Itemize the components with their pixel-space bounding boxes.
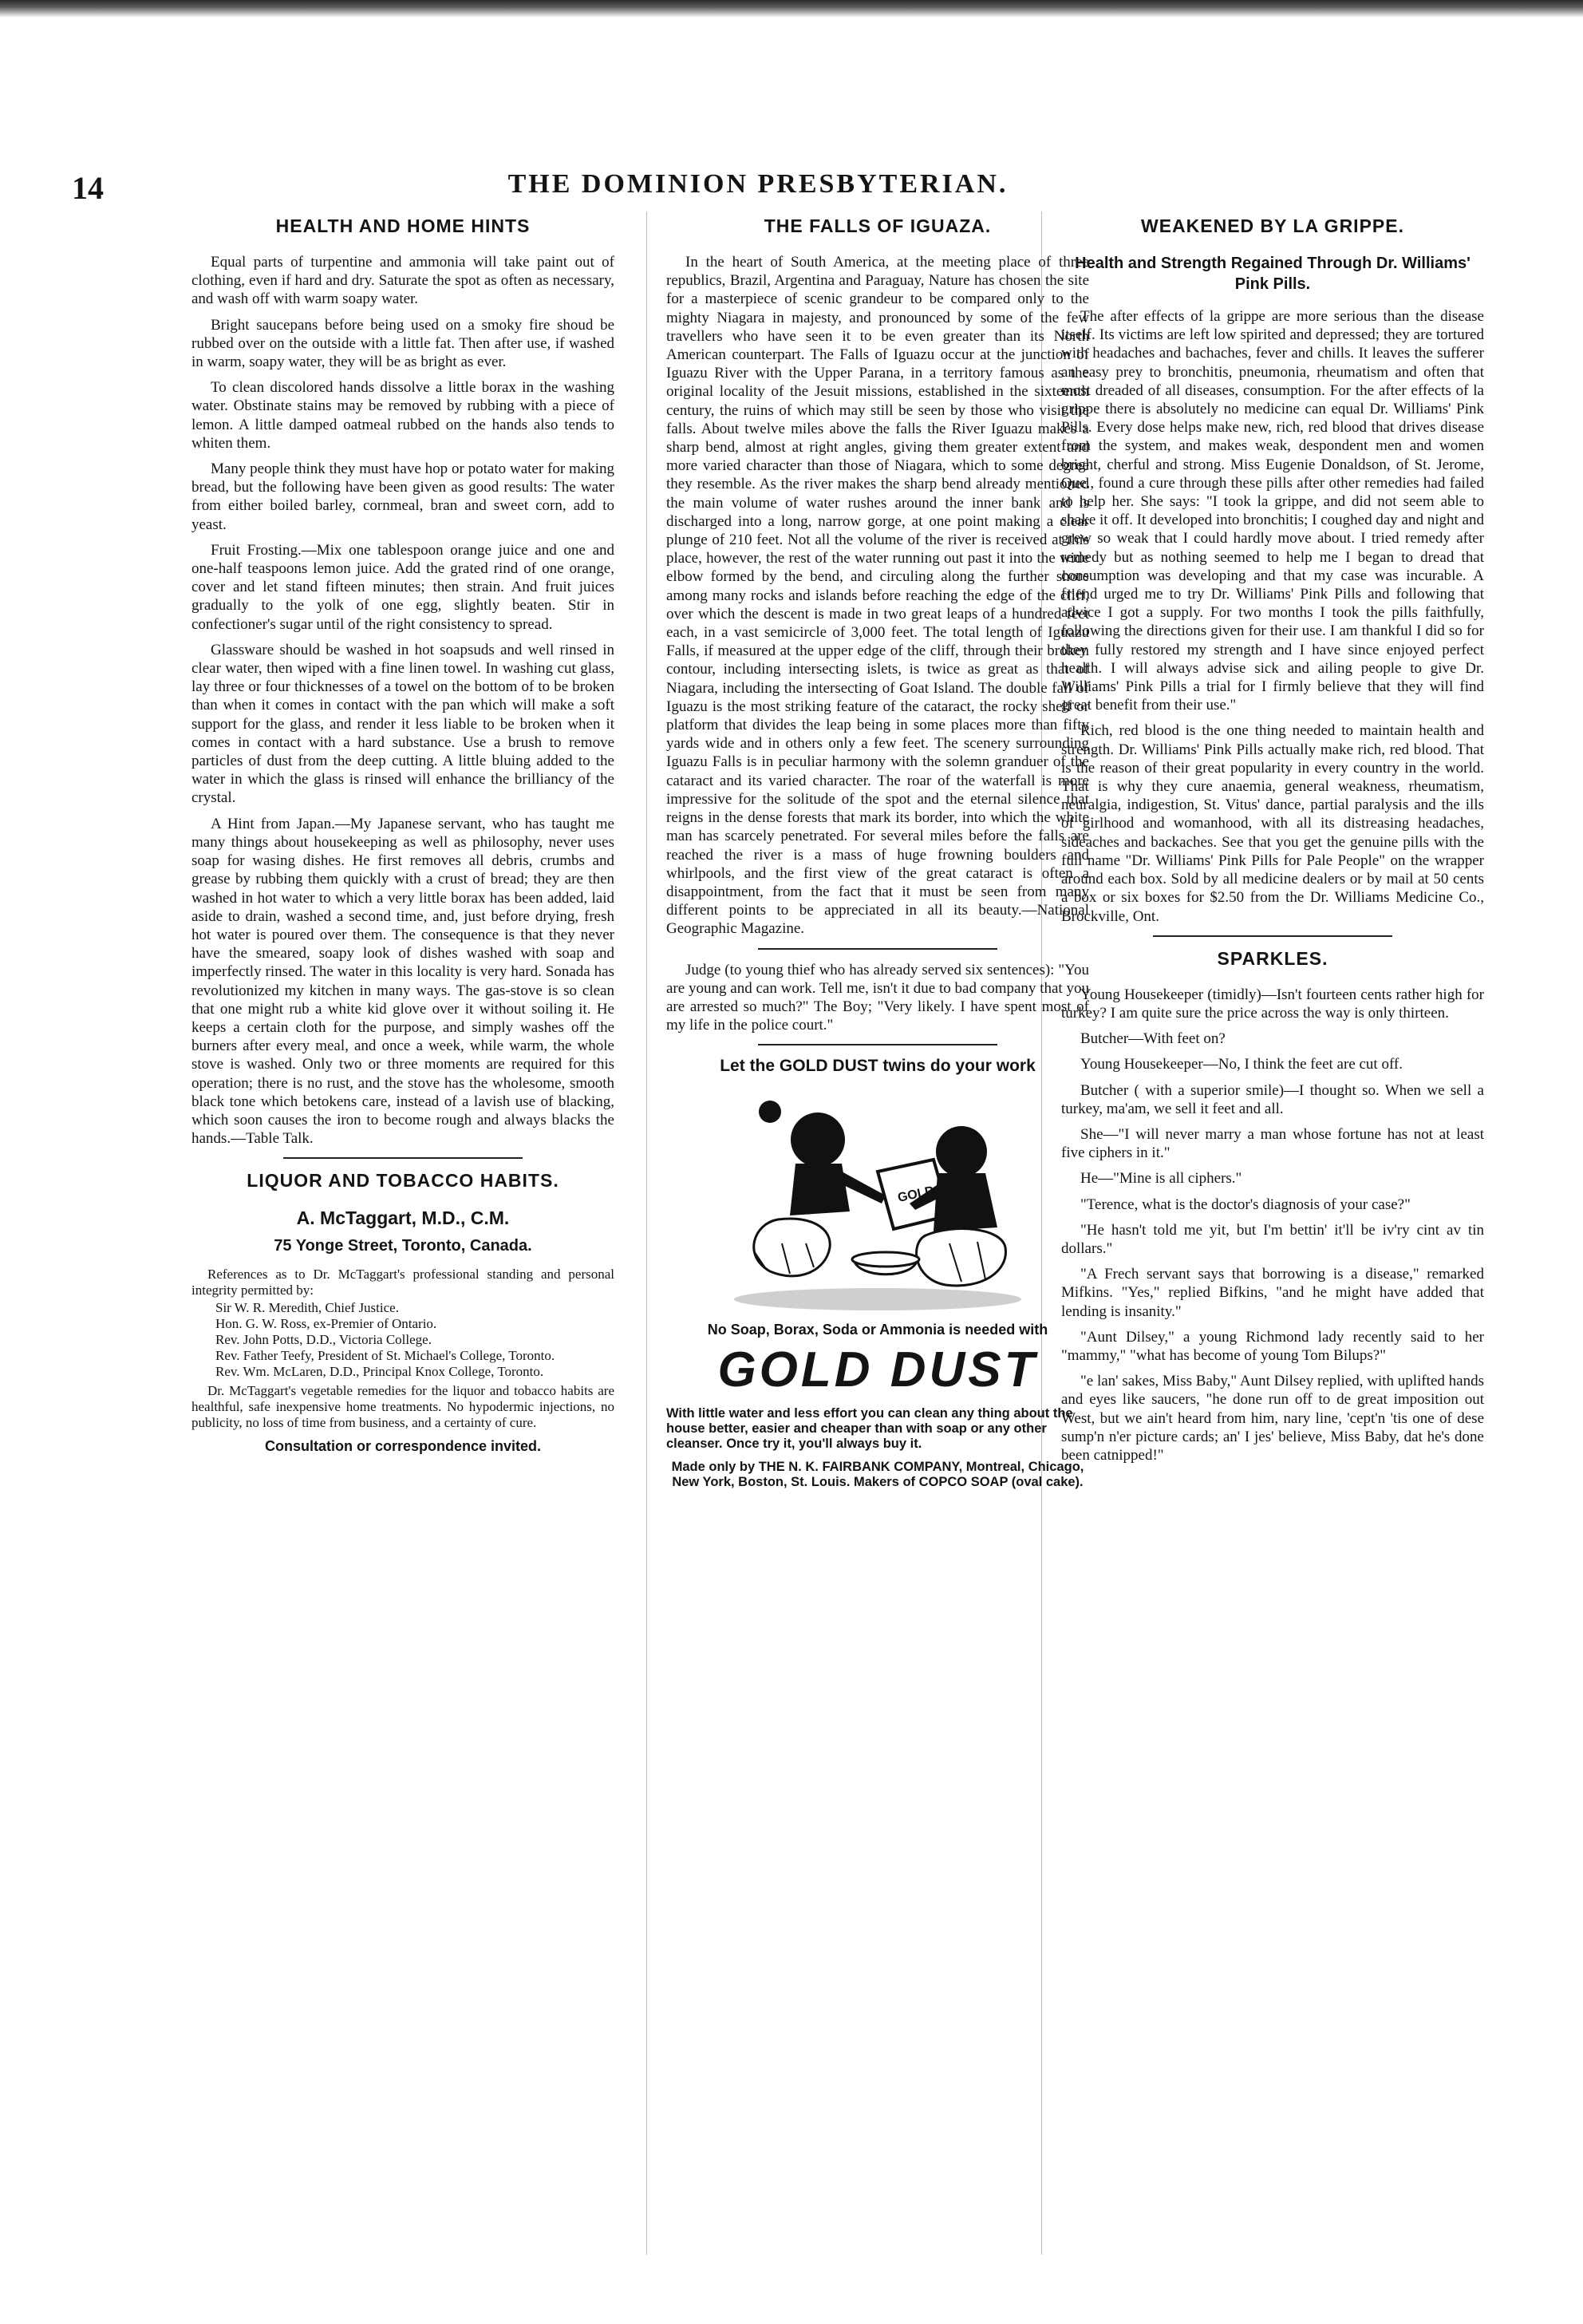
reference-item: Hon. G. W. Ross, ex-Premier of Ontario.	[215, 1316, 437, 1332]
sparkles-paragraph: "He hasn't told me yit, but I'm bettin' it'll be iv'ry cint av tin dollars."	[1061, 1221, 1484, 1257]
no-soap-line: No Soap, Borax, Soda or Ammonia is needed with	[707, 1322, 1048, 1338]
sparkles-title: SPARKLES.	[1217, 947, 1328, 969]
reference-item: Rev. Wm. McLaren, D.D., Principal Knox College, Toronto.	[215, 1364, 544, 1380]
grippe-paragraph: The after effects of la grippe are more serious than the disease itself. Its victims are left low spirited and depressed; they are tortured with headaches and bachaches, fever and chills. It leaves the sufferer an easy prey to bronchitis, pneumonia, rheumatism and often that most dreaded of all diseases, consumption. For the after effects of la grippe there is absolutely no medicine can equal Dr. Williams' Pink Pills. Every dose helps make new, rich, red blood that drives disease from the system, and makes weak, despondent men and women bright, cherful and strong. Miss Eugenie Donaldson, of St. Jerome, Que., found a cure through these pills after other remedies had failed to help her. She says: "I took la grippe, and did not seem able to shake it off. It developed into bronchitis; I coughed day and night and grew so weak that I could hardly move about. I tried remedy after remedy but as nothing seemed to help me I began to dread that consumption was developing and that my case was incurable. A friend urged me to try Dr. Williams' Pink Pills and following that advice I got a supply. For two months I took the pills faithfully, following the directions given for their use. I am thankful I did so for they fully restored my strength and I have since enjoyed perfect health. I will always advise sick and ailing people to give Dr. Williams' Pink Pills a trial for I firmly believe that they will find great benefit from their use."	[1061, 308, 1484, 714]
judge-paragraph: Judge (to young thief who has already served six sentences): "You are young and can work. Tell me, isn't it due to bad company that you are arrested so much?" The Boy; "Very likely. I have spent most of my life in the police court."	[666, 961, 1089, 1034]
health-paragraph: Bright saucepans before being used on a smoky fire shoud be rubbed over on the outside with a little fat. Then after use, if washed in warm, soapy water, they will be as bright as ever.	[191, 316, 614, 371]
masthead	[72, 168, 1444, 208]
gold-dust-brand: GOLD DUST	[717, 1342, 1038, 1398]
gold-dust-twins-illustration	[722, 1084, 1033, 1315]
sparkles-paragraph: He—"Mine is all ciphers."	[1080, 1170, 1242, 1188]
section-rule	[283, 1157, 523, 1159]
health-paragraph: A Hint from Japan.—My Japanese servant, who has taught me many things about housekeeping as well as philosophy, never uses soap for wasing dishes. He first removes all debris, crumbs and grease by rubbing them quickly with a crust of bread; they are then washed in hot water to which a very little borax has been added, laid aside to drain, washed a second time, and, just before drying, fresh hot water is poured over them. The consequence is that they never have the smeared, soapy look of dishes washed with soap and imperfectly rinsed. The water in this locality is very hard. Sonada has revolutionized my kitchen in many ways. The gas-stove is so clean that one might rub a white kid glove over it without soiling it. He keeps a certain cloth for the purpose, and simply washes off the burners after every meal, and once a week, while warm, the whole stove is washed. Only two or three moments are required for this operation; there is no rust, and the stove has the wholesome, smooth black tone which betokens care, instead of a lavish use of blacking, which soon causes the iron to become rough and always blacks the hands.—Table Talk.	[191, 815, 614, 1148]
paper-title: THE DOMINION PRESBYTERIAN.	[507, 169, 1009, 199]
references-list	[215, 1300, 614, 1380]
grippe-subtitle: Health and Strength Regained Through Dr. Williams' Pink Pills.	[1075, 255, 1470, 293]
remedies-text: Dr. McTaggart's vegetable remedies for the liquor and tobacco habits are healthful, safe inexpensive home treatments. No hypodermic injections, no publicity, no loss of time from business, and a certainty of cure.	[191, 1383, 614, 1431]
sparkles-paragraph: "Aunt Dilsey," a young Richmond lady recently said to her "mammy," "what has become of young Tom Bilups?"	[1061, 1328, 1484, 1364]
section-rule	[758, 948, 997, 950]
section-rule	[758, 1044, 997, 1045]
gold-dust-box-label: GOLD	[896, 1184, 936, 1206]
falls-title: THE FALLS OF IGUAZA.	[764, 215, 992, 236]
health-paragraph: Many people think they must have hop or potato water for making bread, but the following have been given as good results: The water from either boiled barley, cornmeal, bran and sweet corn, add to yeast.	[191, 460, 614, 533]
doctor-address: 75 Yonge Street, Toronto, Canada.	[274, 1237, 532, 1255]
sparkles-paragraph: Butcher—With feet on?	[1080, 1030, 1226, 1048]
health-paragraph: Equal parts of turpentine and ammonia will take paint out of clothing, even if hard and dry. Saturate the spot as often as necessary, and wash off with warm soapy water.	[191, 254, 614, 308]
column-left	[191, 215, 614, 1455]
reference-item: Rev. Father Teefy, President of St. Michael's College, Toronto.	[215, 1348, 555, 1364]
page-number: 14	[72, 170, 104, 206]
sparkles-paragraph: "e lan' sakes, Miss Baby," Aunt Dilsey replied, with uplifted hands and eyes like saucers, "he done run off to de great imposition out West, but we ain't heard from him, nary line, 'cept'n 'tis one of dese sump'n n'er picture cards; an' I jes' believe, Miss Baby, dat he's done been catnipped!"	[1061, 1373, 1484, 1464]
column-right	[1061, 215, 1484, 1472]
sparkles-paragraph: "A Frech servant says that borrowing is a disease," remarked Mifkins. "Yes," replied Bifkins, "and he might have added that lending is insanity."	[1061, 1266, 1484, 1320]
grippe-paragraph: Rich, red blood is the one thing needed to maintain health and strength. Dr. Williams' Pink Pills actually make rich, red blood. That is the reason of their great popularity in every country in the world. That is why they cure anaemia, general weakness, rheumatism, neuralgia, indigestion, St. Vitus' dance, partial paralysis and the ills of girlhood and womanhood, with all its distreasing headaches, sideaches and backaches. See that you get the genuine pills with the full name "Dr. Williams' Pink Pills for Pale People" on the wrapper around each box. Sold by all medicine dealers or by mail at 50 cents a box or six boxes for $2.50 from the Dr. Williams Medicine Co., Brockville, Ont.	[1061, 722, 1484, 925]
health-paragraph: Glassware should be washed in hot soapsuds and well rinsed in clear water, then wiped with a fine linen towel. In washing cut glass, lay three or four thicknesses of a towel on the bottom of to be broken than when it comes in contact with the pan which will make a soft support for the glass, and render it less liable to be broken when it comes in contact with a hard substance. Use a brush to remove particles of dust from the deep cutting. A little bluing added to the water in which the glass is rinsed will enhance the brilliancy of the crystal.	[191, 641, 614, 807]
gold-dust-ad	[666, 1057, 1089, 1490]
health-paragraph: Fruit Frosting.—Mix one tablespoon orange juice and one and one-half teaspoons lemon juice. Add the grated rind of one orange, cover and let stand fifteen minutes; then strain. And fruit juices gradually to the yolk of one egg, slightly beaten. Stir in confectioner's sugar until of the right consistency to spread.	[191, 541, 614, 633]
sparkles-paragraph: Young Housekeeper (timidly)—Isn't fourteen cents rather high for turkey? I am quite sure the price across the way is only thirteen.	[1061, 986, 1484, 1022]
sparkles-paragraph: "Terence, what is the doctor's diagnosis of your case?"	[1080, 1196, 1411, 1213]
health-title: HEALTH AND HOME HINTS	[275, 215, 531, 236]
liquor-ad-title: LIQUOR AND TOBACCO HABITS.	[247, 1170, 559, 1192]
consultation-footer: Consultation or correspondence invited.	[264, 1438, 542, 1455]
section-rule	[1153, 935, 1392, 937]
gold-dust-maker: Made only by THE N. K. FAIRBANK COMPANY, Montreal, Chicago, New York, Boston, St. Louis. Makers of COPCO SOAP (oval cake).	[671, 1460, 1084, 1490]
sparkles-paragraph: Young Housekeeper—No, I think the feet are cut off.	[1080, 1056, 1403, 1073]
doctor-name: A. McTaggart, M.D., C.M.	[296, 1207, 510, 1229]
sparkles-paragraph: Butcher ( with a superior smile)—I thought so. When we sell a turkey, ma'am, we sell it feet and all.	[1061, 1081, 1484, 1117]
references-intro: References as to Dr. McTaggart's professional standing and personal integrity permitted by:	[191, 1267, 614, 1298]
reference-item: Sir W. R. Meredith, Chief Justice.	[215, 1300, 399, 1316]
reference-item: Rev. John Potts, D.D., Victoria College.	[215, 1332, 432, 1348]
column-middle	[666, 215, 1089, 1490]
column-rule	[646, 211, 647, 2255]
health-paragraph: To clean discolored hands dissolve a little borax in the washing water. Obstinate stains may be removed by rubbing with a piece of lemon. A little damped oatmeal rubbed on the hands also tends to whiten them.	[191, 379, 614, 452]
gold-dust-headline: Let the GOLD DUST twins do your work	[720, 1057, 1036, 1076]
grippe-title: WEAKENED BY LA GRIPPE.	[1141, 215, 1404, 236]
falls-paragraph: In the heart of South America, at the meeting place of three republics, Brazil, Argentina and Paraguay, Nature has chosen the site for a masterpiece of scenic grandeur to be compared only to the mighty Niagara in majesty, and pronounced by some of the few travellers who have seen it to be even greater than its North American counterpart. The Falls of Iguazu occur at the junction of Iguazu River with the Upper Parana, in a territory famous as the original locality of the Jesuit missions, established in the sixteenth century, the ruins of which may still be seen by those who visit the falls. About twelve miles above the falls the River Iguazu makes a sharp bend, almost at right angles, giving them greater extent and more varied character than those of Niagara, which to some degree they resemble. As the river makes the sharp bend already mentioned the main volume of water rushes around the inner bank and is discharged into a long, narrow gorge, at one point making a clear plunge of 210 feet. Not all the volume of the river is received at this place, however, the rest of the water running out past it into the wide elbow formed by the bend, and circuling along the further shore among many rocks and islands before reaching the edge of the cliff, over which the descent is made in two great leaps of a hundred feet each, in a vast semicircle of 3,000 feet. The total length of Iguazu Falls, if measured at the upper edge of the cliff, through their broken contour, including intersecting islets, is twice as great as that of Niagara, including the intersecting of Goat Island. The double fall of Iguazu is the most striking feature of the cataract, the rocky shelf or platform that divides the leap being in some places more than fifty yards wide and in others only a few feet. The scenery surrounding Iguazu Falls is in peculiar harmony with the solemn granduer of the cataract and its varied character. The roar of the waterfall is more impressive for the solitude of the spot and the eternal silence that reigns in the dense forests that mark its border, into which the white man has scarcely penetrated. For several miles before the falls are reached the river is a mass of huge frowning boulders and whirlpools, and the first view of the great cataract is often a disappointment, from the fact that it must be seen from many different points to be appreciated in all its beauty.—National Geographic Magazine.	[666, 254, 1089, 938]
sparkles-paragraph: She—"I will never marry a man whose fortune has not at least five ciphers in it."	[1061, 1125, 1484, 1162]
scan-edge	[0, 0, 1583, 18]
gold-dust-copy: With little water and less effort you can clean any thing about the house better, easier and cheaper than with soap or any other cleanser. Once try it, you'll always buy it.	[666, 1406, 1073, 1452]
